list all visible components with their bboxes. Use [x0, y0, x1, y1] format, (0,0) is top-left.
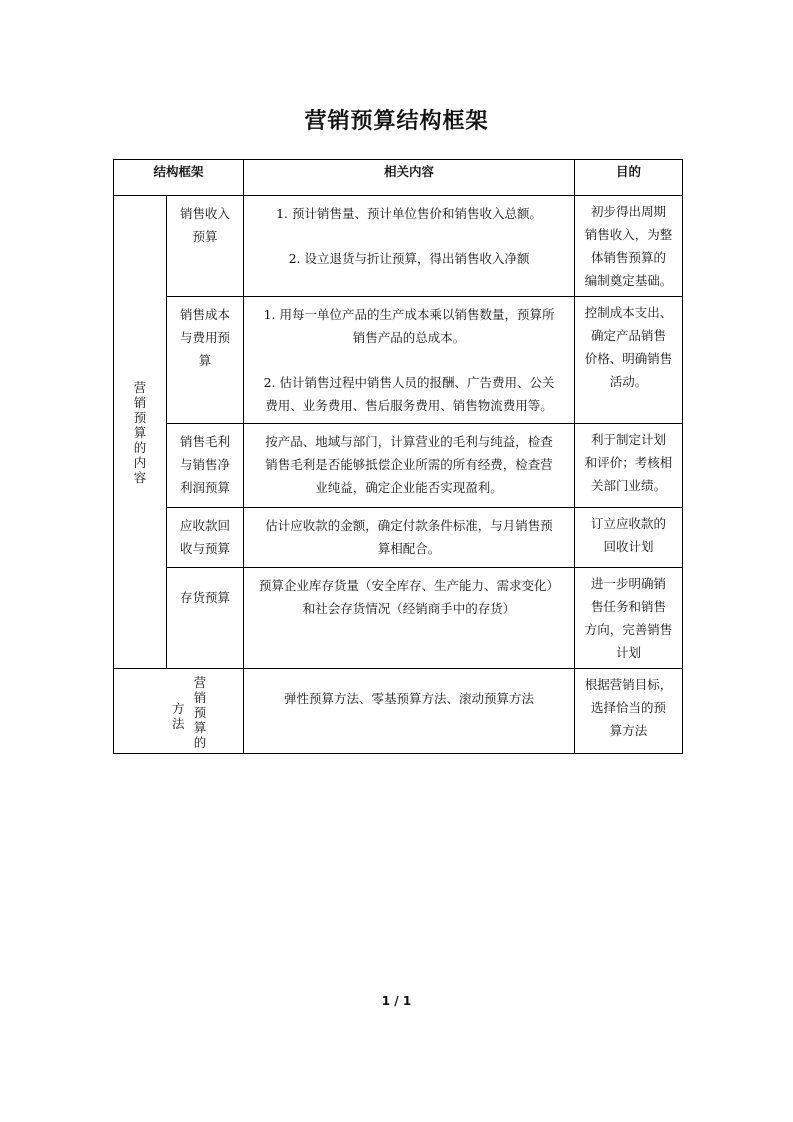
table-row — [114, 297, 683, 424]
budget-framework-table — [113, 159, 683, 754]
method-row-label: 营 销 预 算 的 方法 — [114, 669, 244, 754]
row-subject: 销售毛利 与销售净 利润预算 — [167, 424, 244, 508]
header-framework: 结构框架 — [114, 160, 244, 196]
page-title: 营销预算结构框架 — [304, 109, 489, 134]
method-row-content: 弹性预算方法、零基预算方法、滚动预算方法 — [244, 669, 575, 754]
row-subject: 销售收入 预算 — [167, 196, 244, 297]
row-purpose: 控制成本支出、 确定产品销售 价格、明确销售 活动。 — [575, 297, 683, 424]
row-subject: 销售成本 与费用预 算 — [167, 297, 244, 424]
group-label-marketing-budget-content: 营 销 预 算 的 内 容 — [114, 196, 167, 669]
row-content: 1. 用每一单位产品的生产成本乘以销售数量，预算所 销售产品的总成本。 2. 估计销售过程中销售人员的报酬、广告费用、公关 费用、业务费用、售后服务费用、销售物流费用等。 — [244, 297, 575, 424]
row-purpose: 进一步明确销 售任务和销售 方向，完善销售 计划 — [575, 568, 683, 669]
header-content: 相关内容 — [244, 160, 575, 196]
method-row — [114, 669, 683, 754]
table-row — [114, 196, 683, 297]
header-purpose: 目的 — [575, 160, 683, 196]
row-content: 按产品、地域与部门，计算营业的毛利与纯益，检查 销售毛利是否能够抵偿企业所需的所有经费，检查营 业纯益，确定企业能否实现盈利。 — [244, 424, 575, 508]
table-header-row — [114, 160, 683, 196]
row-subject: 存货预算 — [167, 568, 244, 669]
row-purpose: 利于制定计划 和评价；考核相 关部门业绩。 — [575, 424, 683, 508]
row-content: 估计应收款的金额，确定付款条件标准，与月销售预 算相配合。 — [244, 508, 575, 568]
row-subject: 应收款回 收与预算 — [167, 508, 244, 568]
page-number: 1 / 1 — [381, 994, 412, 1008]
row-content: 预算企业库存货量（安全库存、生产能力、需求变化） 和社会存货情况（经销商手中的存货） — [244, 568, 575, 669]
row-content: 1. 预计销售量、预计单位售价和销售收入总额。 2. 设立退货与折让预算，得出销售收入净额 — [244, 196, 575, 297]
method-row-purpose: 根据营销目标， 选择恰当的预 算方法 — [575, 669, 683, 754]
table-row — [114, 508, 683, 568]
table-row — [114, 568, 683, 669]
row-purpose: 订立应收款的 回收计划 — [575, 508, 683, 568]
table-row — [114, 424, 683, 508]
row-purpose: 初步得出周期 销售收入，为整 体销售预算的 编制奠定基础。 — [575, 196, 683, 297]
